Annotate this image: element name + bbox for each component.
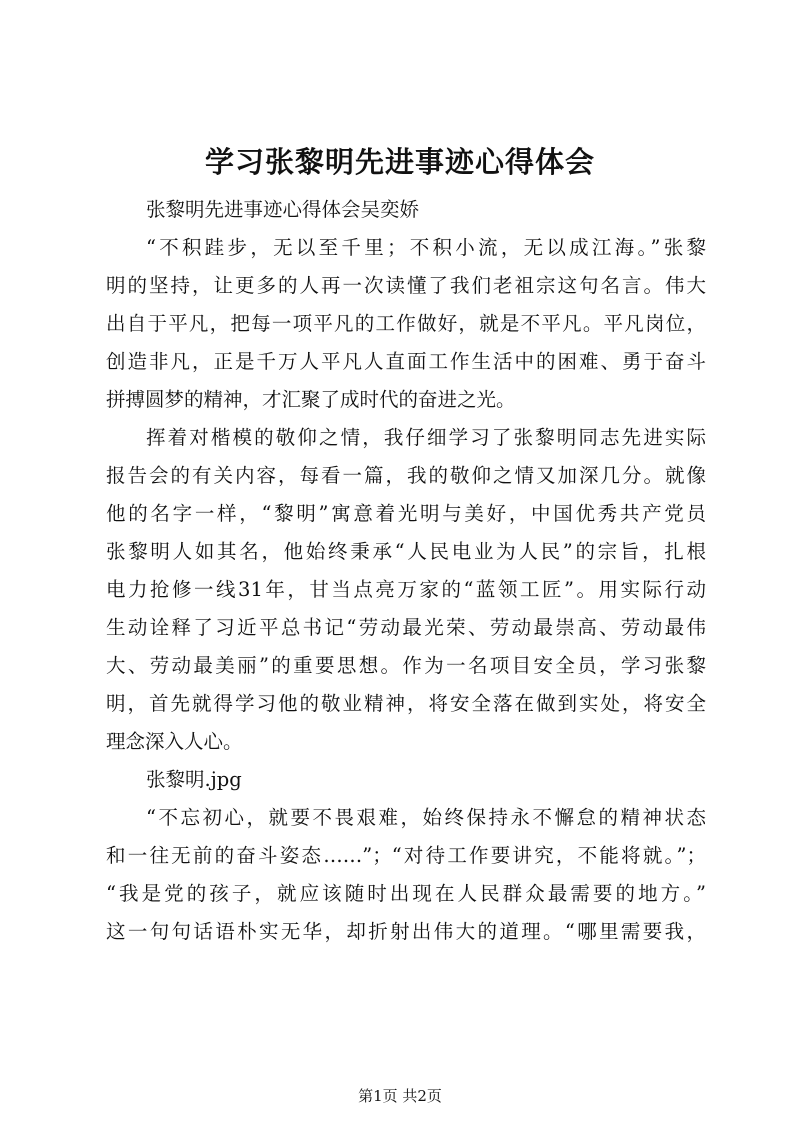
author-line: 张黎明先进事迹心得体会吴奕娇 [146,198,420,221]
paragraph-2-line-8: 明，首先就得学习他的敬业精神，将安全落在做到实处，将安全 [106,692,706,715]
paragraph-3-line-4: 这一句句话语朴实无华，却折射出伟大的道理。“哪里需要我， [106,920,706,943]
paragraph-1-line-5: 拼搏圆梦的精神，才汇聚了成时代的奋进之光。 [106,388,516,411]
page-number-footer: 第1页 共2页 [358,1087,442,1105]
paragraph-1-line-4: 创造非凡，正是千万人平凡人直面工作生活中的困难、勇于奋斗 [106,350,706,373]
paragraph-1-line-2: 明的坚持，让更多的人再一次读懂了我们老祖宗这句名言。伟大 [106,274,706,297]
paragraph-3-line-2: 和一往无前的奋斗姿态……”；“对待工作要讲究，不能将就。”； [106,844,706,867]
paragraph-2-line-9: 理念深入人心。 [106,730,243,753]
paragraph-1-line-1: “不积跬步，无以至千里；不积小流，无以成江海。”张黎 [146,236,706,259]
paragraph-3-line-3: “我是党的孩子，就应该随时出现在人民群众最需要的地方。” [106,882,706,905]
paragraph-2-line-5: 电力抢修一线31年，甘当点亮万家的“蓝领工匠”。用实际行动 [106,578,706,601]
paragraph-2-line-7: 大、劳动最美丽”的重要思想。作为一名项目安全员，学习张黎 [106,654,706,677]
paragraph-2-line-4: 张黎明人如其名，他始终秉承“人民电业为人民”的宗旨，扎根 [106,540,706,563]
paragraph-1-line-3: 出自于平凡，把每一项平凡的工作做好，就是不平凡。平凡岗位， [106,312,706,335]
paragraph-2-line-6: 生动诠释了习近平总书记“劳动最光荣、劳动最崇高、劳动最伟 [106,616,706,639]
paragraph-2-line-3: 他的名字一样，“黎明”寓意着光明与美好，中国优秀共产党员 [106,502,706,525]
image-caption: 张黎明.jpg [146,768,242,791]
paragraph-3-line-1: “不忘初心，就要不畏艰难，始终保持永不懈怠的精神状态 [146,806,706,829]
paragraph-2-line-2: 报告会的有关内容，每看一篇，我的敬仰之情又加深几分。就像 [106,464,706,487]
paragraph-2-line-1: 挥着对楷模的敬仰之情，我仔细学习了张黎明同志先进实际 [146,426,706,449]
document-title: 学习张黎明先进事迹心得体会 [204,145,595,179]
